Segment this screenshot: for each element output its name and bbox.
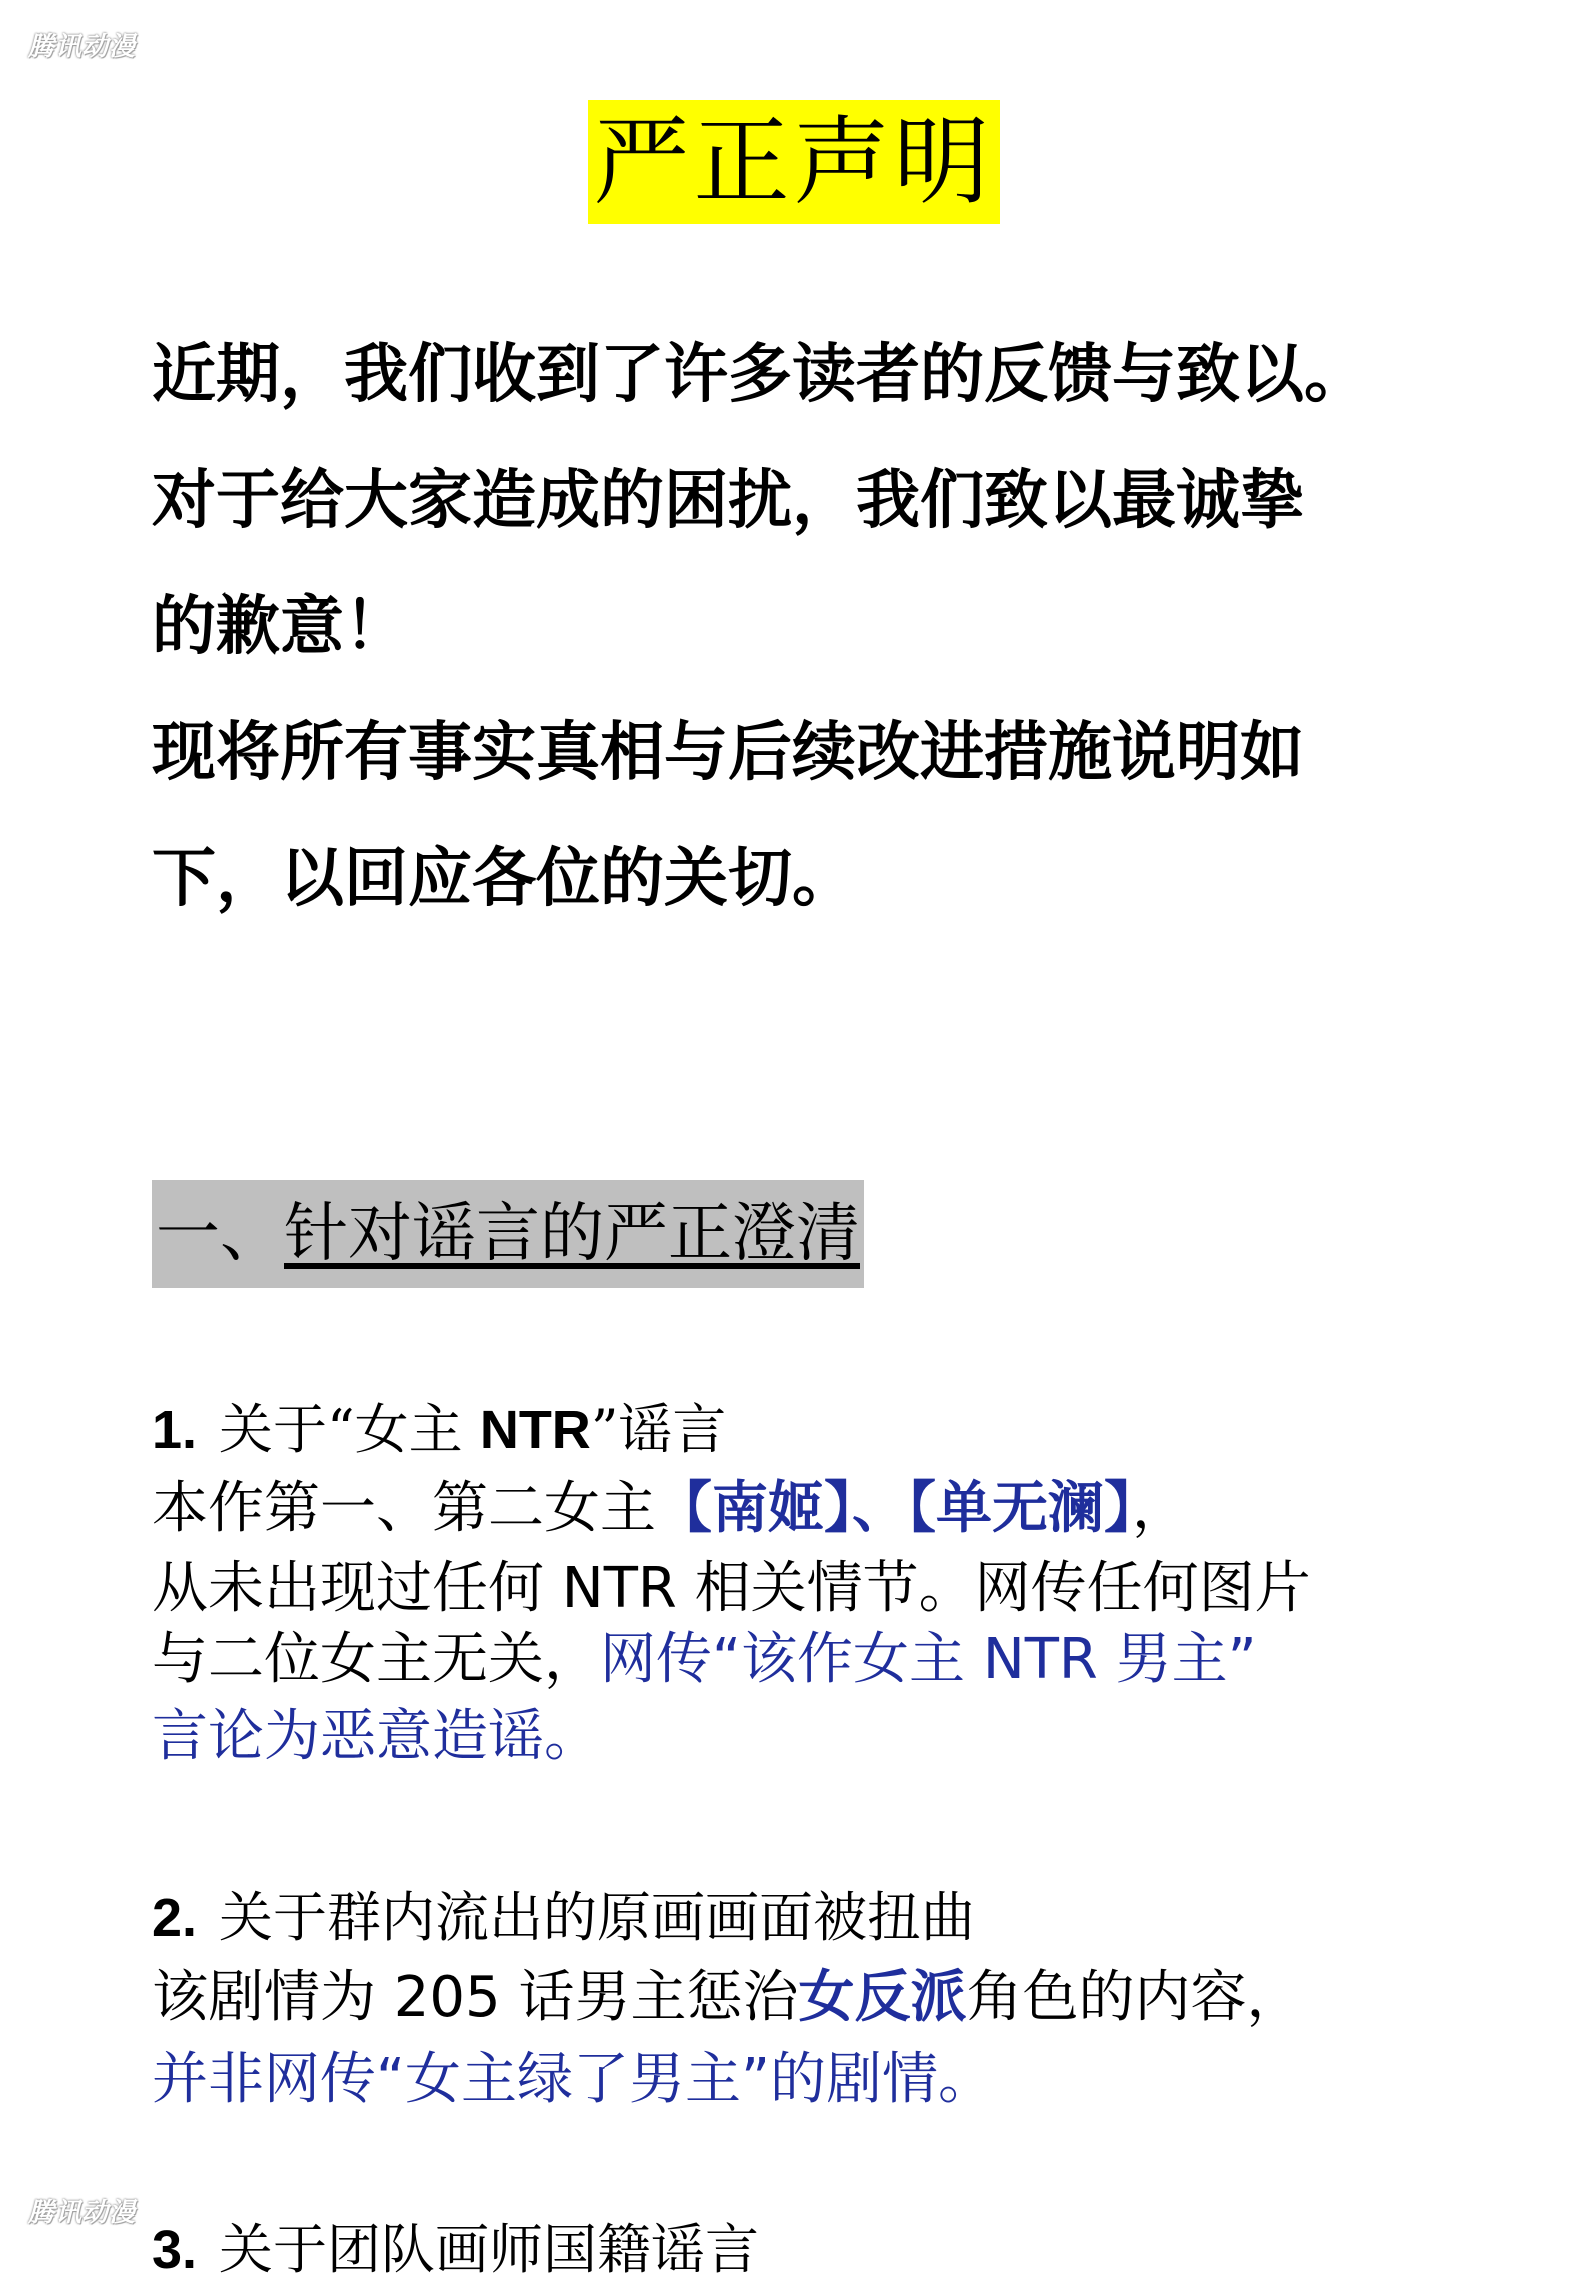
clarification-item-3 [152,2212,1482,2288]
item-title-part: NTR [479,1400,591,1460]
clarification-item-2 [152,1880,1482,2120]
item-text: ， [1132,1476,1188,1541]
item-text: 角色的内容， [966,1965,1303,2030]
section-heading-prefix: 一、 [156,1197,284,1271]
item-text-blue: 言论为恶意造谣。 [152,1704,600,1769]
item-title [152,1392,1482,1468]
watermark-top: 腾讯动漫 [28,32,137,62]
heroine-names: 【南姬】、【单无澜】 [656,1476,1132,1541]
villain-term: 女反派 [798,1965,967,2030]
item-title-part: 关于群内流出的原画画面被扭曲 [219,1886,976,1949]
item-title [152,1880,1482,1956]
title-container [0,100,1587,224]
intro-paragraph [152,312,1482,942]
item-text: 从未出现过任何 NTR 相关情节。网传任何图片 [152,1556,1311,1621]
item-body [152,1956,1482,2120]
item-title-part: 关于“女主 [219,1398,480,1461]
intro-line: 下，以回应各位的关切。 [152,841,856,916]
item-text-blue: 并非网传“女主绿了男主”的剧情。 [152,2047,995,2112]
intro-line: 现将所有事实真相与后续改进措施说明如 [152,715,1304,790]
section-heading [152,1180,864,1288]
watermark-bottom: 腾讯动漫 [28,2198,137,2228]
page-title: 严正声明 [588,100,1000,224]
item-number: 2. [152,1888,198,1948]
intro-line: 对于给大家造成的困扰，我们致以最诚挚 [152,463,1304,538]
clarification-item-1 [152,1392,1482,1782]
intro-line: 近期，我们收到了许多读者的反馈与致以。 [152,337,1368,412]
item-text: 与二位女主无关， [152,1627,600,1692]
item-text: 该剧情为 205 话男主惩治 [152,1965,799,2030]
item-text: 本作第一、第二女主 [152,1476,656,1541]
item-body [152,1468,1482,1782]
item-title-part: ”谣言 [590,1398,727,1461]
item-title-part: 关于团队画师国籍谣言 [219,2218,760,2281]
section-heading-title: 针对谣言的严正澄清 [284,1197,860,1271]
rumor-quote: 网传“该作女主 NTR 男主” [600,1627,1257,1692]
item-number: 3. [152,2220,198,2280]
intro-line: 的歉意！ [152,589,408,664]
item-number: 1. [152,1400,198,1460]
section-heading-container [152,1180,864,1288]
item-title [152,2212,1482,2288]
